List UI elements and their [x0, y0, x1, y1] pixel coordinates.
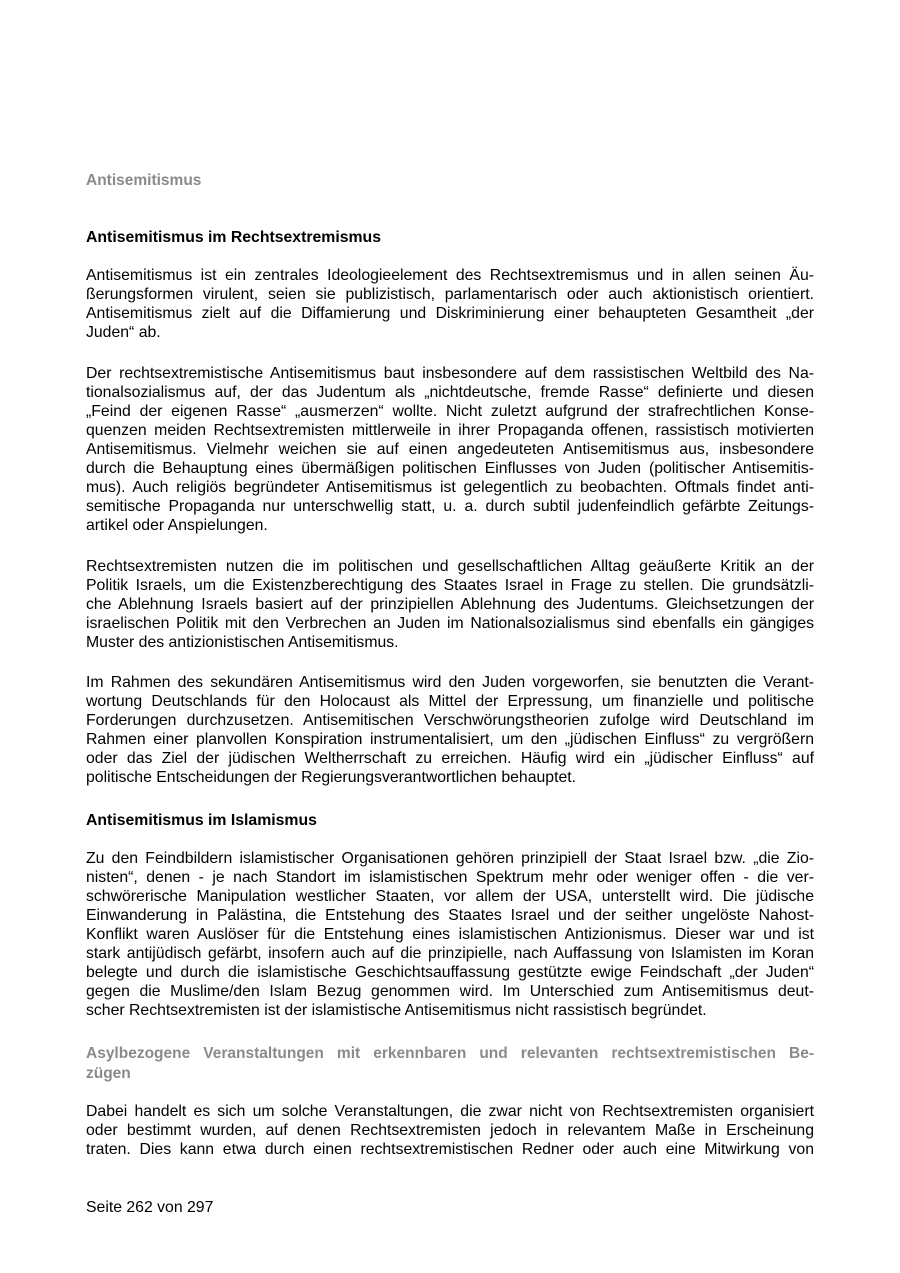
paragraph	[86, 557, 814, 652]
text-line: Antisemitismus. Vielmehr weichen sie auf einen angedeuteten Antisemitismus aus, insbesondere	[86, 441, 814, 458]
text-line: nisten“, denen - je nach Standort im islamistischen Spektrum mehr oder weniger offen - die ver-	[86, 869, 814, 886]
text-line: quenzen meiden Rechtsextremisten mittlerweile in ihrer Propaganda offenen, rassistisch motivierten	[86, 422, 814, 439]
text-line: traten. Dies kann etwa durch einen rechtsextremistischen Redner oder auch eine Mitwirkung von	[86, 1141, 814, 1158]
text-line: wortung Deutschlands für den Holocaust als Mittel der Erpressung, um finanzielle und politische	[86, 693, 814, 710]
text-line: belegte und durch die islamistische Geschichtsauffassung gestützte ewige Feindschaft „der Juden“	[86, 964, 814, 981]
text-line: politische Entscheidungen der Regierungsverantwortlichen behauptet.	[86, 769, 577, 786]
text-line: gegen die Muslime/den Islam Bezug genommen wird. Im Unterschied zum Antisemitismus deut-	[86, 983, 814, 1000]
text-line: Rechtsextremisten nutzen die im politischen und gesellschaftlichen Alltag geäußerte Kritik an der	[86, 558, 814, 575]
paragraph	[86, 266, 814, 342]
text-line: artikel oder Anspielungen.	[86, 517, 268, 534]
text-line: Der rechtsextremistische Antisemitismus baut insbesondere auf dem rassistischen Weltbild des Na-	[86, 365, 814, 382]
paragraph	[86, 1102, 814, 1159]
running-heading: Antisemitismus	[86, 172, 202, 189]
text-line: Einwanderung in Palästina, die Entstehung des Staates Israel und der seither ungelöste Nahost-	[86, 907, 814, 924]
text-line: Juden“ ab.	[86, 324, 161, 341]
text-line: Zu den Feindbildern islamistischer Organisationen gehören prinzipiell der Staat Israel bzw. „die Zio-	[86, 850, 814, 867]
heading-line: Asylbezogene Veranstaltungen mit erkennbaren und relevanten rechtsextremistischen Be-	[86, 1045, 814, 1062]
text-line: schwörerische Manipulation westlicher Staaten, vor allem der USA, unterstellt wird. Die jüdische	[86, 888, 814, 905]
text-line: oder bestimmt wurden, auf denen Rechtsextremisten jedoch in relevantem Maße in Erscheinung	[86, 1122, 814, 1139]
text-line: Konflikt waren Auslöser für die Entstehung eines islamistischen Antizionismus. Dieser war und ist	[86, 926, 814, 943]
section-heading-islamismus: Antisemitismus im Islamismus	[86, 812, 317, 829]
heading-line: zügen	[86, 1065, 131, 1082]
text-line: oder das Ziel der jüdischen Weltherrschaft zu erreichen. Häufig wird ein „jüdischer Einfluss“ auf	[86, 750, 814, 767]
text-line: Antisemitismus ist ein zentrales Ideologieelement des Rechtsextremismus und in allen seinen Äu-	[86, 267, 814, 284]
text-line: stark antijüdisch gefärbt, insofern auch auf die prinzipielle, nach Auffassung von Islamisten im Koran	[86, 945, 814, 962]
text-line: israelischen Politik mit den Verbrechen an Juden im Nationalsozialismus sind ebenfalls ein gängiges	[86, 615, 814, 632]
text-line: durch die Behauptung eines übermäßigen politischen Einflusses von Juden (politischer Antisemitis-	[86, 460, 814, 477]
section-heading-rechtsextremismus: Antisemitismus im Rechtsextremismus	[86, 229, 381, 246]
text-line: mus). Auch religiös begründeter Antisemitismus ist gelegentlich zu beobachten. Oftmals findet anti-	[86, 479, 814, 496]
text-line: scher Rechtsextremisten ist der islamistische Antisemitismus nicht rassistisch begründet.	[86, 1002, 707, 1019]
text-line: Antisemitismus zielt auf die Diffamierung und Diskriminierung einer behaupteten Gesamtheit „der	[86, 305, 814, 322]
text-line: semitische Propaganda nur unterschwellig statt, u. a. durch subtil judenfeindlich gefärbte Zeitungs-	[86, 498, 814, 515]
paragraph	[86, 364, 814, 535]
text-line: Rahmen einer planvollen Konspiration instrumentalisiert, um den „jüdischen Einfluss“ zu vergrößern	[86, 731, 814, 748]
entry-heading-asylbezogene-veranstaltungen	[86, 1044, 814, 1084]
text-line: Dabei handelt es sich um solche Veranstaltungen, die zwar nicht von Rechtsextremisten organisiert	[86, 1103, 814, 1120]
text-line: tionalsozialismus auf, der das Judentum als „nichtdeutsche, fremde Rasse“ definierte und diesen	[86, 384, 814, 401]
text-line: Im Rahmen des sekundären Antisemitismus wird den Juden vorgeworfen, sie benutzten die Verant-	[86, 674, 814, 691]
text-line: „Feind der eigenen Rasse“ „ausmerzen“ wollte. Nicht zuletzt aufgrund der strafrechtlichen Konse-	[86, 403, 814, 420]
paragraph	[86, 849, 814, 1020]
text-line: Politik Israels, um die Existenzberechtigung des Staates Israel in Frage zu stellen. Die grundsätzli-	[86, 577, 814, 594]
text-line: che Ablehnung Israels basiert auf der prinzipiellen Ablehnung des Judentums. Gleichsetzungen der	[86, 596, 814, 613]
text-line: ßerungsformen virulent, seien sie publizistisch, parlamentarisch oder auch aktionistisch orientiert.	[86, 286, 814, 303]
paragraph	[86, 673, 814, 787]
text-line: Forderungen durchzusetzen. Antisemitischen Verschwörungstheorien zufolge wird Deutschland im	[86, 712, 814, 729]
page-number-footer: Seite 262 von 297	[86, 1199, 214, 1216]
text-line: Muster des antizionistischen Antisemitismus.	[86, 634, 399, 651]
document-page	[86, 0, 814, 1273]
